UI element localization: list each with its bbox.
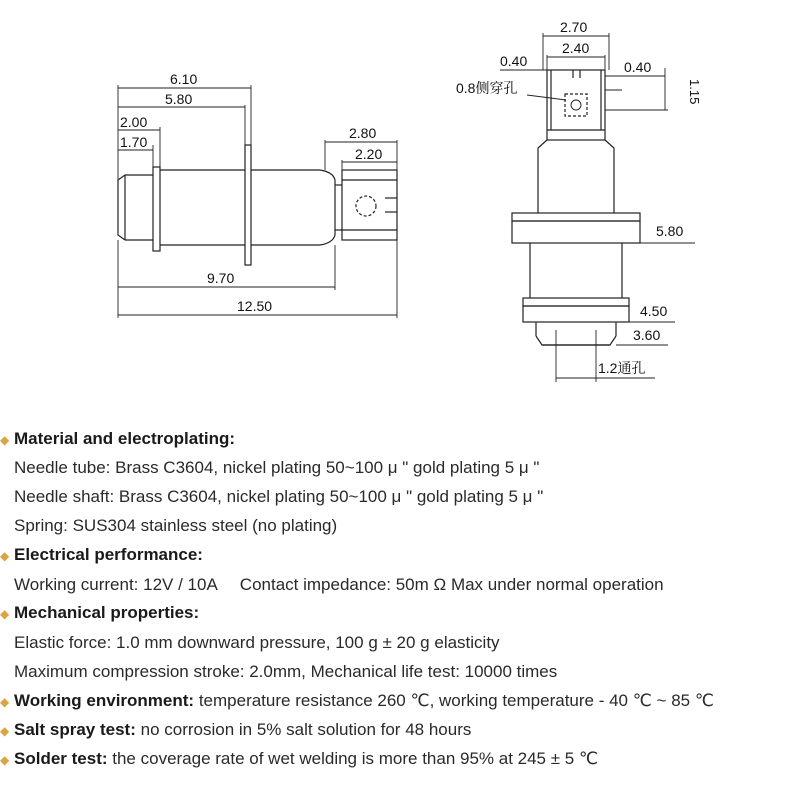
dim-12-50: 12.50 [237,298,273,314]
dim-2-40: 2.40 [562,40,590,56]
mechanical-title: Mechanical properties: [14,603,200,622]
mechanical-line: Maximum compression stroke: 2.0mm, Mechanical life test: 10000 times [14,662,558,681]
dim-6-10: 6.10 [170,71,198,87]
salt-text: no corrosion in 5% salt solution for 48 hours [135,720,472,739]
bullet-icon: ◆ [0,694,10,709]
material-line: Needle tube: Brass C3604, nickel plating 50~100 μ " gold plating 5 μ " [14,458,540,477]
dim-2-70: 2.70 [560,19,588,35]
bullet-icon: ◆ [0,432,10,447]
working-current: Working current: 12V / 10A [14,575,218,594]
material-line: Spring: SUS304 stainless steel (no plating) [14,516,338,535]
environment-row [0,690,714,713]
bullet-icon: ◆ [0,723,10,738]
bullet-icon: ◆ [0,752,10,767]
dim-5-80-front: 5.80 [656,223,684,239]
material-heading-row [0,428,235,451]
dim-2-00: 2.00 [120,114,148,130]
dim-9-70: 9.70 [207,270,235,286]
material-title: Material and electroplating: [14,429,236,448]
environment-title: Working environment: [14,691,195,710]
dim-2-20: 2.20 [355,146,383,162]
contact-impedance: Contact impedance: 50m Ω Max under normal operation [239,575,664,594]
dim-2-80: 2.80 [349,125,377,141]
bullet-icon: ◆ [0,606,10,621]
solder-text: the coverage rate of wet welding is more than 95% at 245 ± 5 ℃ [107,749,599,768]
side-hole [356,196,376,216]
label-side-hole: 0.8侧穿孔 [456,80,518,96]
dim-0-40-left: 0.40 [500,53,528,69]
electrical-line [14,574,664,596]
dim-4-50: 4.50 [640,303,668,319]
front-hole [565,94,587,116]
solder-row [0,748,598,771]
mechanical-line: Elastic force: 1.0 mm downward pressure, 100 g ± 20 g elasticity [14,633,500,652]
dim-0-40-right: 0.40 [624,59,652,75]
solder-title: Solder test: [14,749,108,768]
dim-3-60: 3.60 [633,327,661,343]
bullet-icon: ◆ [0,548,10,563]
salt-title: Salt spray test: [14,720,136,739]
dim-5-80: 5.80 [165,91,193,107]
front-view-dimensions [500,33,695,382]
salt-row [0,719,471,742]
mechanical-heading-row [0,602,199,625]
label-through-hole: 1.2通孔 [598,360,646,376]
front-view-outline [512,70,640,345]
material-line: Needle shaft: Brass C3604, nickel plating 50~100 μ " gold plating 5 μ " [14,487,544,506]
environment-text: temperature resistance 260 ℃, working temperature - 40 ℃ ~ 85 ℃ [194,691,714,710]
electrical-title: Electrical performance: [14,545,203,564]
dim-1-15: 1.15 [687,79,702,105]
dim-1-70: 1.70 [120,134,148,150]
electrical-heading-row [0,544,203,567]
